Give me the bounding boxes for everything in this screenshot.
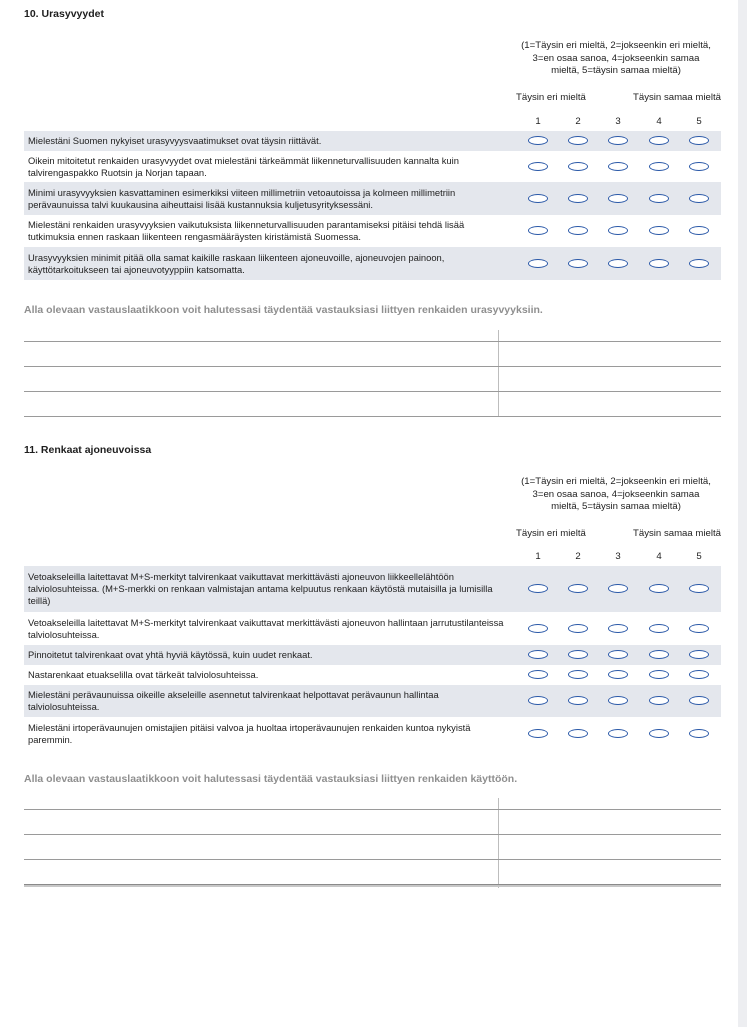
radio-group [516, 612, 721, 645]
question-text: Mielestäni renkaiden urasyvyyksien vaikutuksista liikenneturvallisuuden parantamiseksi pitäisi tehdä lisää tutkimuksia ennen raskaan liikenteen rengasmääräysten kiristämistä Suomessa. [28, 219, 465, 242]
answer-line[interactable] [24, 834, 721, 835]
question-text: Vetoakseleilla laitettavat M+S-merkityt talvirenkaat vaikuttavat merkittävästi ajoneuvon hallintaan jarrutustilanteissa talviolosuhteissa. [28, 616, 504, 640]
radio-option-5[interactable] [689, 729, 709, 738]
radio-group [516, 685, 721, 717]
radio-option-4[interactable] [649, 584, 669, 593]
question-text: Mielestäni perävaunuissa oikeille akseleille asennetut talvirenkaat helpottavat perävaunun hallintaa talviolosuhteissa. [28, 689, 439, 712]
scale-explanation: (1=Täysin eri mieltä, 2=jokseenkin eri mieltä, 3=en osaa sanoa, 4=jokseenkin samaa mieltä, 5=täysin samaa mieltä) [521, 476, 711, 512]
scale-high-label: Täysin samaa mieltä [633, 92, 721, 103]
question-text: Urasyvyyksien minimit pitää olla samat kaikille raskaan liikenteen ajoneuvoille, ajoneuvojen painoon, käyttötarkoitukseen tai ajoneuvotyyppiin katsomatta. [28, 251, 445, 275]
radio-group [516, 645, 721, 665]
question-text: Minimi urasyvyyksien kasvattaminen esimerkiksi viiteen millimetriin vetoautoissa ja kolmeen millimetriin perävaunuissa talvi kuukausina aiheuttaisi lisää kustannuksia kuljetusyrityksessäni. [28, 186, 456, 210]
scale-number: 3 [615, 116, 621, 127]
question-text: Oikein mitoitetut renkaiden urasyvyydet ovat mielestäni tärkeämmät liikenneturvallisuuden kannalta kuin talvirengaspakko Ruotsin ja Norjan tapaan. [28, 154, 459, 178]
question-row [24, 685, 721, 717]
radio-option-1[interactable] [528, 670, 548, 679]
radio-option-3[interactable] [608, 729, 628, 738]
scale-number: 3 [615, 551, 621, 562]
radio-option-1[interactable] [528, 696, 548, 705]
radio-option-2[interactable] [568, 729, 588, 738]
scale-number: 1 [535, 551, 541, 562]
radio-option-3[interactable] [608, 650, 628, 659]
question-text: Vetoakseleilla laitettavat M+S-merkityt talvirenkaat vaikuttavat merkittävästi ajoneuvon liikkeellelähtöön talviolosuhteissa. (M+S-merkki on renkaan valmistajan antama kelpuutus renkaan käytöstä mutaisilla ja lumisilla teillä) [28, 571, 493, 606]
scale-explanation: (1=Täysin eri mieltä, 2=jokseenkin eri mieltä, 3=en osaa sanoa, 4=jokseenkin samaa mieltä, 5=täysin samaa mieltä) [521, 40, 711, 76]
scale-number: 2 [575, 551, 581, 562]
scale-number: 4 [656, 551, 662, 562]
radio-option-1[interactable] [528, 729, 548, 738]
question-row [24, 612, 721, 645]
answer-box-divider [498, 798, 499, 888]
scale-low-label: Täysin eri mieltä [516, 92, 586, 103]
scale-number: 4 [656, 116, 662, 127]
radio-option-3[interactable] [608, 670, 628, 679]
radio-option-5[interactable] [689, 670, 709, 679]
question-text: Pinnoitetut talvirenkaat ovat yhtä hyviä käytössä, kuin uudet renkaat. [28, 649, 313, 660]
radio-group [516, 717, 721, 750]
scale-number: 2 [575, 116, 581, 127]
question-text: Mielestäni Suomen nykyiset urasyvyysvaatimukset ovat täysin riittävät. [28, 135, 322, 146]
radio-option-3[interactable] [608, 584, 628, 593]
radio-option-4[interactable] [649, 729, 669, 738]
question-row [24, 665, 721, 685]
question-text: Nastarenkaat etuakselilla ovat tärkeät talviolosuhteissa. [28, 669, 259, 680]
radio-group [516, 566, 721, 612]
scale-number: 1 [535, 116, 541, 127]
radio-option-1[interactable] [528, 650, 548, 659]
free-text-label: Alla olevaan vastauslaatikkoon voit halutessasi täydentää vastauksiasi liittyen renkaiden käyttöön. [24, 773, 518, 785]
scale-high-label: Täysin samaa mieltä [633, 528, 721, 539]
scale-number: 5 [696, 551, 702, 562]
section-title: 11. Renkaat ajoneuvoissa [24, 444, 152, 456]
scale-numbers [516, 551, 721, 563]
free-text-label: Alla olevaan vastauslaatikkoon voit halutessasi täydentää vastauksiasi liittyen renkaiden urasyvyyksiin. [24, 304, 543, 316]
answer-line[interactable] [24, 884, 721, 887]
radio-option-5[interactable] [689, 650, 709, 659]
question-text: Mielestäni irtoperävaunujen omistajien pitäisi valvoa ja huoltaa irtoperävaunujen renkaiden kuntoa nykyistä paremmin. [28, 721, 471, 745]
radio-option-5[interactable] [689, 584, 709, 593]
radio-option-1[interactable] [528, 584, 548, 593]
answer-line[interactable] [24, 859, 721, 860]
radio-option-3[interactable] [608, 696, 628, 705]
scale-low-label: Täysin eri mieltä [516, 528, 586, 539]
radio-option-4[interactable] [649, 670, 669, 679]
radio-group [516, 665, 721, 685]
radio-option-4[interactable] [649, 650, 669, 659]
radio-option-3[interactable] [608, 624, 628, 633]
radio-option-5[interactable] [689, 624, 709, 633]
question-row [24, 645, 721, 665]
radio-option-2[interactable] [568, 624, 588, 633]
section-title: 10. Urasyvyydet [24, 8, 104, 20]
section-renkaat-ajoneuvoissa [24, 0, 721, 900]
question-row [24, 566, 721, 612]
radio-option-5[interactable] [689, 696, 709, 705]
radio-option-2[interactable] [568, 696, 588, 705]
radio-option-1[interactable] [528, 624, 548, 633]
answer-line[interactable] [24, 809, 721, 810]
radio-option-2[interactable] [568, 670, 588, 679]
radio-option-4[interactable] [649, 696, 669, 705]
radio-option-2[interactable] [568, 650, 588, 659]
radio-option-2[interactable] [568, 584, 588, 593]
question-row [24, 717, 721, 750]
radio-option-4[interactable] [649, 624, 669, 633]
scale-number: 5 [696, 116, 702, 127]
